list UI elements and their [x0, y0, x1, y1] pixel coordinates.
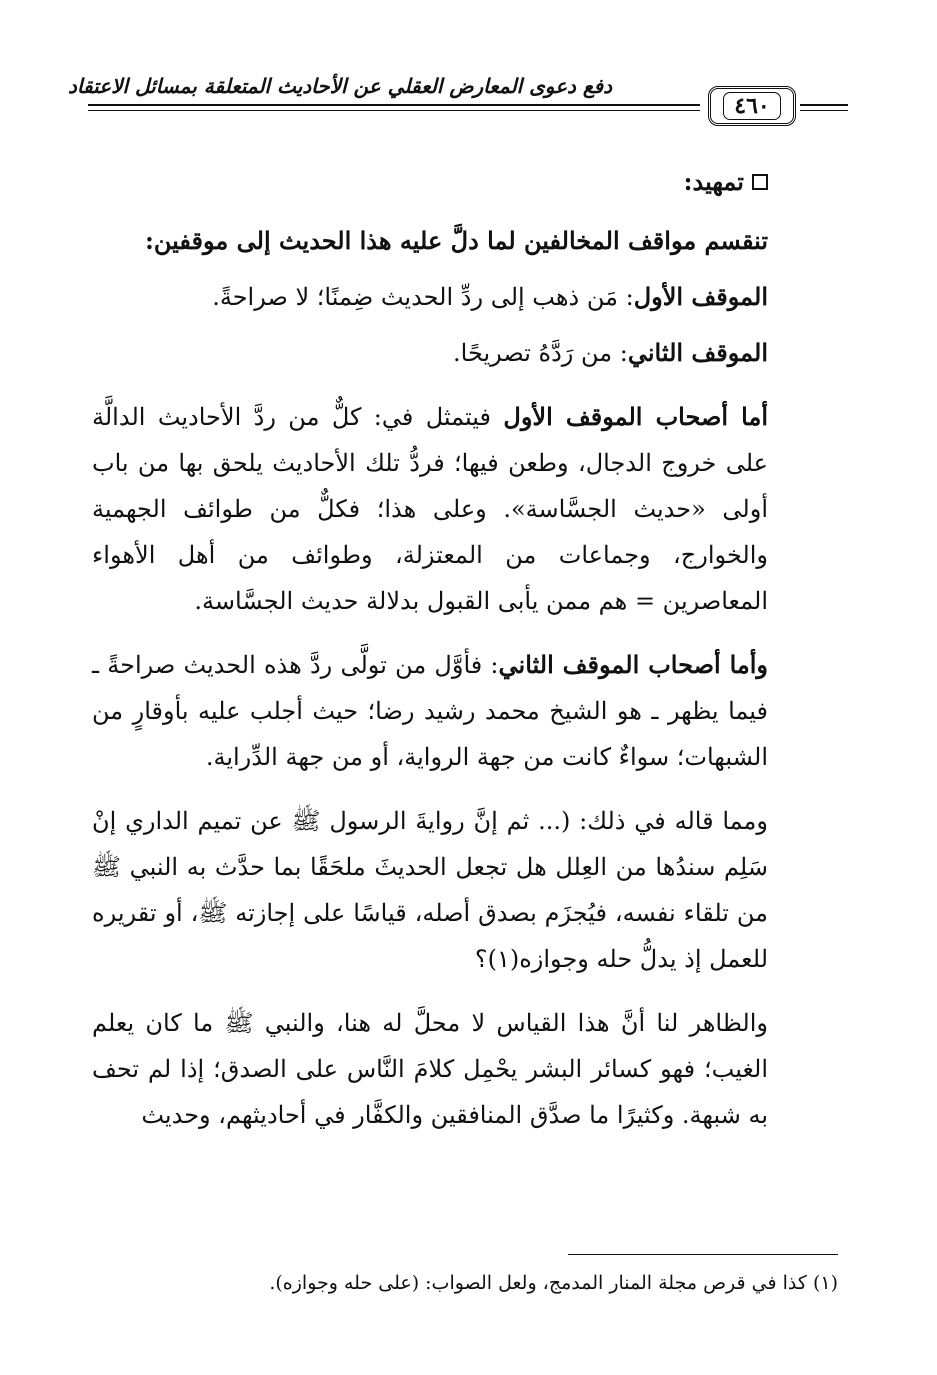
paragraph-position-1-text: : مَن ذهب إلى ردِّ الحديث ضِمنًا؛ لا صراحةً.: [212, 283, 634, 311]
paragraph-position-1-lead: الموقف الأول: [633, 282, 768, 311]
section-heading-text: تمهيد:: [683, 167, 744, 196]
header-rule-bottom: [88, 110, 700, 111]
paragraph-second-camp-text: : فأوَّل من تولَّى ردَّ هذه الحديث صراحةً ـ فيما يظهر ـ هو الشيخ محمد رشيد رضا؛ حيث أجلب عليه بأوقارٍ من الشبهات؛ سواءٌ كانت من جهة الرواية، أو من جهة الدِّراية.: [92, 651, 768, 771]
paragraph-second-camp-lead: وأما أصحاب الموقف الثاني: [498, 650, 768, 679]
section-heading: [92, 160, 768, 204]
paragraph-analysis: [92, 1000, 768, 1138]
footnote-divider: [568, 1254, 838, 1255]
paragraph-position-1: [92, 274, 768, 320]
page-number-box: [708, 86, 796, 126]
header-rule-right-bottom: [800, 110, 848, 111]
paragraph-position-2-lead: الموقف الثاني: [627, 338, 768, 367]
paragraph-position-2: [92, 330, 768, 376]
page-number: ٤٦٠: [723, 92, 780, 120]
paragraph-intro-text: تنقسم مواقف المخالفين لما دلَّ عليه هذا الحديث إلى موقفين:: [145, 226, 768, 255]
header-rule-right-top: [800, 104, 848, 106]
paragraph-analysis-text: والظاهر لنا أنَّ هذا القياس لا محلَّ له هنا، والنبي ﷺ ما كان يعلم الغيب؛ فهو كسائر البشر يحْمِل كلامَ النَّاس على الصدق؛ إذا لم تحف به شبهة. وكثيرًا ما صدَّق المنافقين والكفَّار في أحاديثهم، وحديث: [92, 1009, 769, 1129]
paragraph-position-2-text: : من رَدَّهُ تصريحًا.: [453, 339, 628, 367]
header-rule-top: [88, 104, 700, 106]
footnote: (١) كذا في قرص مجلة المنار المدمج، ولعل الصواب: (على حله وجوازه).: [269, 1272, 838, 1294]
running-title: دفع دعوى المعارض العقلي عن الأحاديث المتعلقة بمسائل الاعتقاد: [67, 74, 612, 98]
paragraph-quote-text: ومما قاله في ذلك: (... ثم إنَّ روايةَ الرسول ﷺ عن تميم الداري إنْ سَلِم سندُها من العِلل هل تجعل الحديثَ ملحَقًا بما حدَّث به النبي ﷺ من تلقاء نفسه، فيُجزَم بصدق أصله، قياسًا على إجازته ﷺ، أو تقريره للعمل إذ يدلُّ حله وجوازه(١)؟: [92, 807, 768, 973]
page-body: [92, 160, 768, 1138]
paragraph-first-camp-lead: أما أصحاب الموقف الأول: [503, 402, 768, 431]
paragraph-second-camp: [92, 642, 768, 780]
paragraph-quote: [92, 798, 768, 982]
paragraph-first-camp-text: فيتمثل في: كلٌّ من ردَّ الأحاديث الدالَّة على خروج الدجال، وطعن فيها؛ فردُّ تلك الأحاديث يلحق بها من باب أولى «حديث الجسَّاسة». وعلى هذا؛ فكلٌّ من طوائف الجهمية والخوارج، وجماعات من المعتزلة، وطوائف من أهل الأهواء المعاصرين = هم ممن يأبى القبول بدلالة حديث الجسَّاسة.: [92, 403, 768, 615]
paragraph-first-camp: [92, 394, 768, 624]
page-header: [67, 68, 848, 132]
paragraph-intro: [92, 218, 768, 264]
square-bullet-icon: [752, 174, 768, 190]
